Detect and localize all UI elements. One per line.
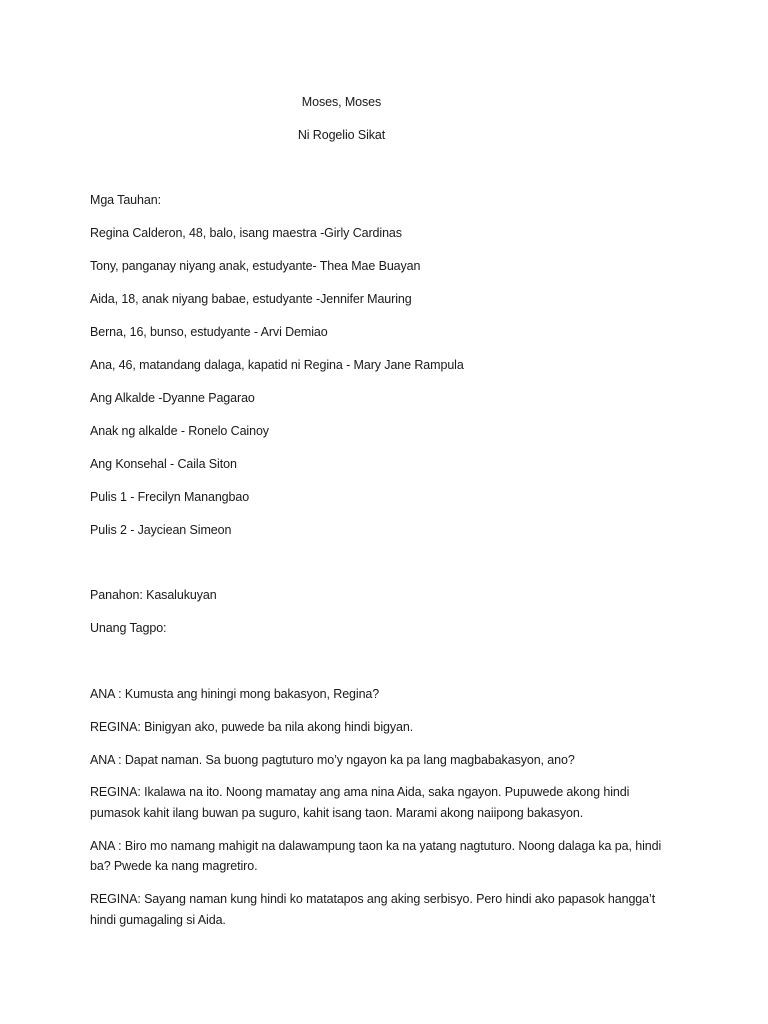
dialogue-line: hindi gumagaling si Aida. <box>90 913 226 927</box>
cast-item: Berna, 16, bunso, estudyante - Arvi Demiao <box>90 325 328 339</box>
cast-item: Regina Calderon, 48, balo, isang maestra -Girly Cardinas <box>90 226 402 240</box>
dialogue-line: REGINA: Sayang naman kung hindi ko matatapos ang aking serbisyo. Pero hindi ako papasok hangga’t <box>90 892 656 906</box>
cast-item: Ang Konsehal - Caila Siton <box>90 457 237 471</box>
cast-heading: Mga Tauhan: <box>90 193 161 207</box>
cast-item: Pulis 1 - Frecilyn Manangbao <box>90 490 250 504</box>
dialogue-line: REGINA: Binigyan ako, puwede ba nila akong hindi bigyan. <box>90 720 414 734</box>
dialogue-line: ANA : Biro mo namang mahigit na dalawampung taon ka na yatang nagtuturo. Noong dalaga ka pa, hindi <box>90 839 662 853</box>
cast-item: Ang Alkalde -Dyanne Pagarao <box>90 391 255 405</box>
time-setting: Panahon: Kasalukuyan <box>90 588 217 602</box>
dialogue-line: ANA : Kumusta ang hiningi mong bakasyon, Regina? <box>90 687 380 701</box>
dialogue-line: ba? Pwede ka nang magretiro. <box>90 859 258 873</box>
dialogue-line: pumasok kahit ilang buwan pa suguro, kahit isang taon. Marami akong naiipong bakasyon. <box>90 806 584 820</box>
cast-item: Tony, panganay niyang anak, estudyante- Thea Mae Buayan <box>90 259 421 273</box>
document-author: Ni Rogelio Sikat <box>297 128 386 142</box>
document-title: Moses, Moses <box>301 95 382 109</box>
dialogue-line: REGINA: Ikalawa na ito. Noong mamatay ang ama nina Aida, saka ngayon. Pupuwede akong hindi <box>90 785 630 799</box>
cast-item: Anak ng alkalde - Ronelo Cainoy <box>90 424 269 438</box>
cast-item: Ana, 46, matandang dalaga, kapatid ni Regina - Mary Jane Rampula <box>90 358 464 372</box>
dialogue-line: ANA : Dapat naman. Sa buong pagtuturo mo’y ngayon ka pa lang magbabakasyon, ano? <box>90 753 575 767</box>
cast-item: Pulis 2 - Jayciean Simeon <box>90 523 232 537</box>
scene-heading: Unang Tagpo: <box>90 621 167 635</box>
cast-item: Aida, 18, anak niyang babae, estudyante -Jennifer Mauring <box>90 292 412 306</box>
